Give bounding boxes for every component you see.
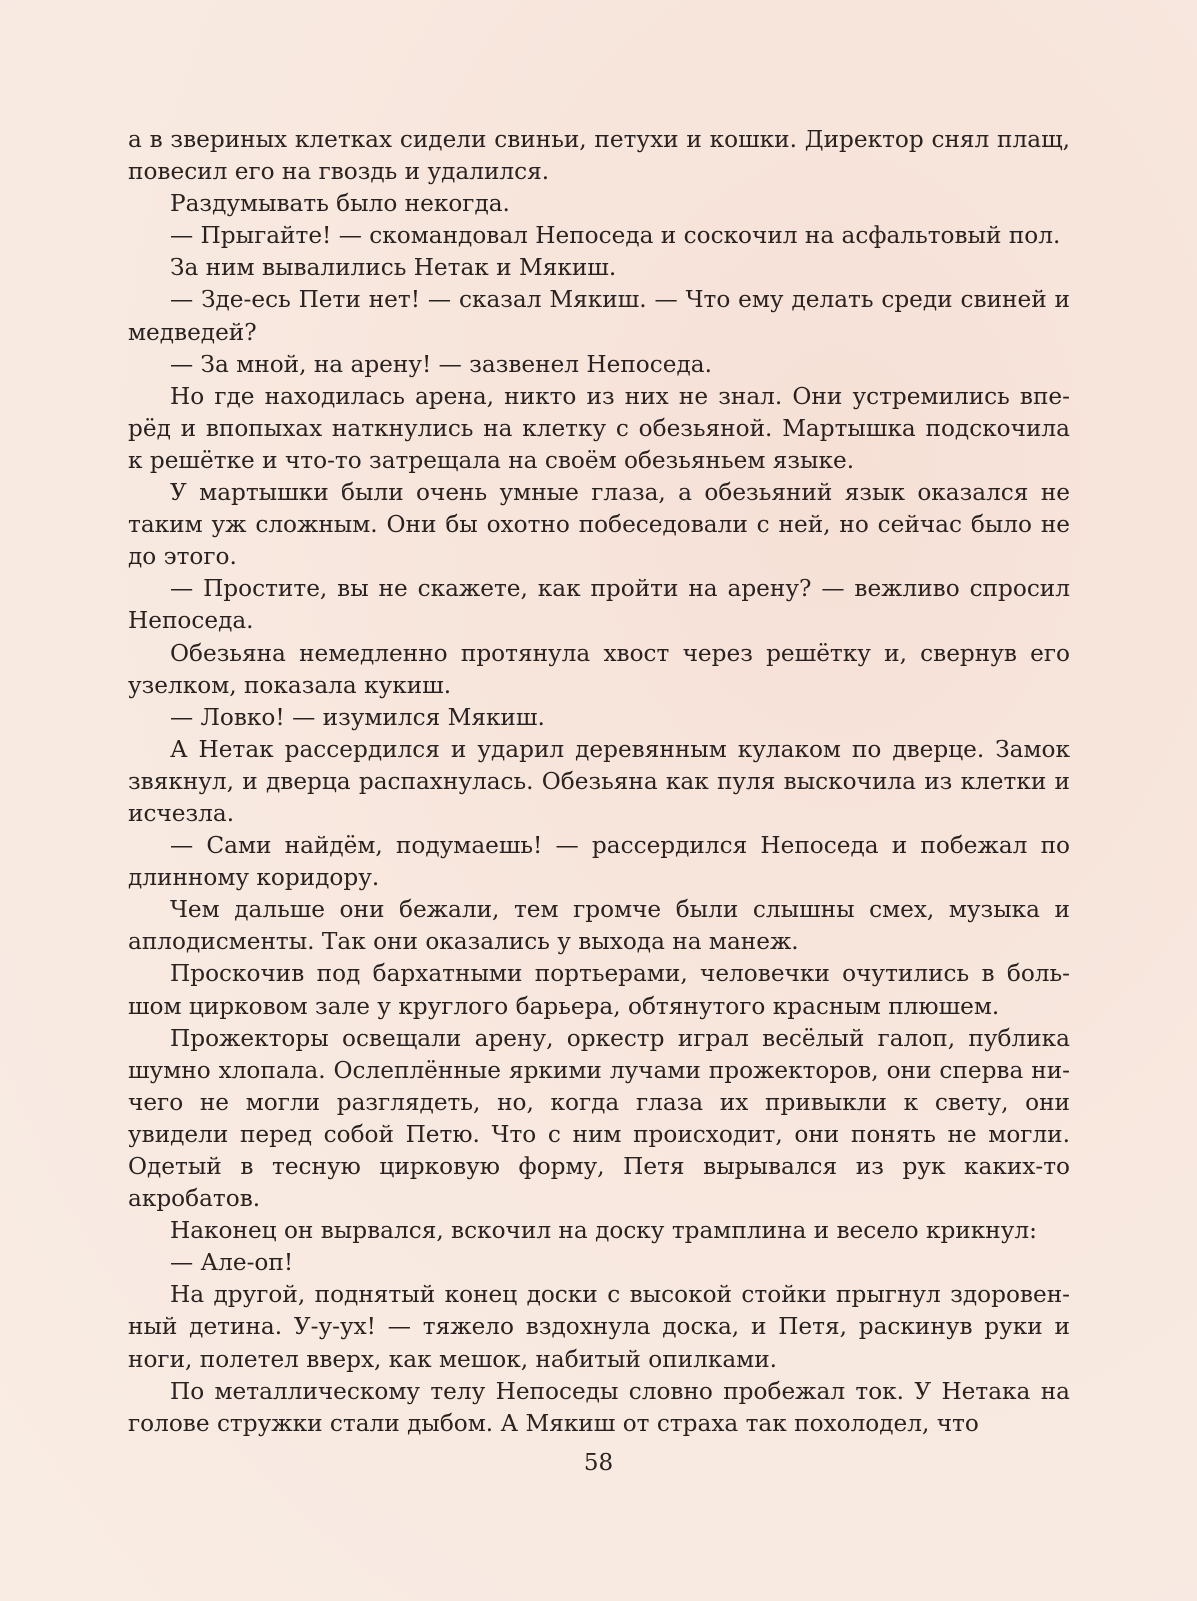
paragraph: Проскочив под бархатными портьерами, человечки очутились в большом цирковом зале у круглого барьера, обтянутого красным плюшем. [128, 960, 1070, 1020]
paragraph: — Прыгайте! — скомандовал Непоседа и соскочил на асфальтовый пол. [170, 222, 1061, 250]
paragraph: — Але-оп! [170, 1249, 294, 1277]
paragraph: Прожекторы освещали арену, оркестр играл весёлый галоп, публика шумно хлопала. Ослеплённые яркими лучами прожекторов, они сперва ничего не могли разглядеть, но, когда глаза их привыкли к свету, они увидели перед собой Петю. Что с ним происходит, они понять не могли. Одетый в тесную цирковую форму, Петя вырывался из рук каких-то акробатов. [128, 1024, 1070, 1213]
paragraph: По металлическому телу Непоседы словно пробежал ток. У Нетака на голове стружки стали дыбом. А Мякиш от страха так похолодел, что [128, 1377, 1070, 1437]
paragraph: — Зде-есь Пети нет! — сказал Мякиш. — Что ему делать среди свиней и медведей? [128, 286, 1070, 346]
paragraph: а в звериных клетках сидели свиньи, петухи и кошки. Директор снял плащ, повесил его на гвоздь и удалился. [128, 126, 1070, 186]
paragraph: Раздумывать было некогда. [170, 190, 510, 218]
paragraph: — Простите, вы не скажете, как пройти на арену? — вежливо спросил Непоседа. [128, 575, 1070, 635]
paragraph: А Нетак рассердился и ударил деревянным кулаком по дверце. Замок звякнул, и дверца распахнулась. Обезьяна как пуля выскочила из клетки и исчезла. [128, 735, 1070, 827]
paragraph: На другой, поднятый конец доски с высокой стойки прыгнул здоровенный детина. У-у-ух! — тяжело вздохнула доска, и Петя, раскинув руки и ноги, полетел вверх, как мешок, набитый опилками. [128, 1281, 1070, 1373]
paragraph: Чем дальше они бежали, тем громче были слышны смех, музыка и аплодисменты. Так они оказались у выхода на манеж. [128, 896, 1070, 956]
paragraph: Наконец он вырвался, вскочил на доску трамплина и весело крикнул: [170, 1217, 1037, 1245]
paragraph: — Ловко! — изумился Мякиш. [170, 703, 545, 731]
paragraph: — Сами найдём, подумаешь! — рассердился Непоседа и побежал по длинному коридору. [128, 832, 1070, 892]
paragraph: — За мной, на арену! — зазвенел Непоседа. [170, 350, 712, 378]
paragraph: Но где находилась арена, никто из них не знал. Они устремились вперёд и впопыхах наткнулись на клетку с обезьяной. Мартышка подскочила к решётке и что-то затрещала на своём обезьяньем языке. [128, 382, 1070, 474]
paragraph: За ним вывалились Нетак и Мякиш. [170, 254, 617, 282]
page-text [128, 124, 1070, 1440]
page-number: 58 [583, 1450, 614, 1476]
paragraph: Обезьяна немедленно протянула хвост через решётку и, свернув его узелком, показала кукиш. [128, 639, 1070, 699]
paragraph: У мартышки были очень умные глаза, а обезьяний язык оказался не таким уж сложным. Они бы охотно побеседовали с ней, но сейчас было не до этого. [128, 479, 1070, 571]
